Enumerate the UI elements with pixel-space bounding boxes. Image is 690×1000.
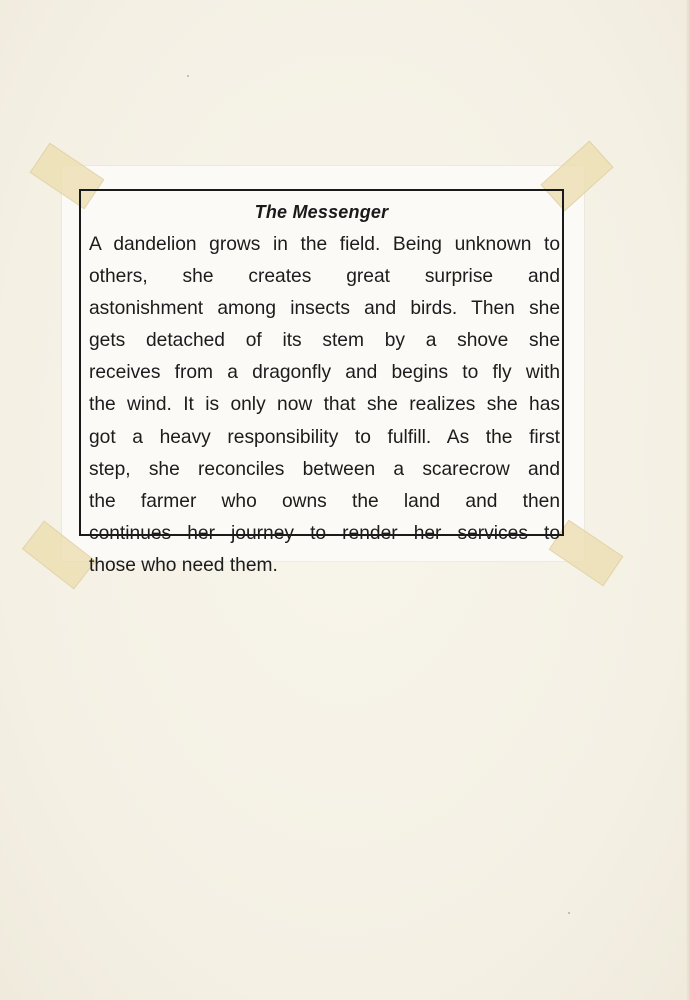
page-edge [686, 0, 690, 1000]
paper-speck [187, 75, 189, 77]
text-line: the wind. It is only now that she realizes she has [89, 394, 560, 416]
text-line: gets detached of its stem by a shove she [89, 330, 560, 352]
text-line: A dandelion grows in the field. Being unknown to [89, 234, 560, 255]
text-line: got a heavy responsibility to fulfill. As the first [89, 426, 560, 448]
text-line: receives from a dragonfly and begins to fly with [89, 362, 560, 384]
text-frame [79, 189, 564, 576]
card-body-text [89, 229, 560, 582]
text-line: those who need them. [89, 554, 278, 576]
text-line: others, she creates great surprise and [89, 266, 560, 288]
card-title: The Messenger [254, 202, 389, 222]
paper-speck [568, 912, 570, 914]
text-line: continues her journey to render her services to [89, 522, 560, 544]
text-line: the farmer who owns the land and then [89, 490, 560, 512]
text-line: astonishment among insects and birds. Then she [89, 298, 560, 320]
text-line: step, she reconciles between a scarecrow and [89, 458, 560, 480]
